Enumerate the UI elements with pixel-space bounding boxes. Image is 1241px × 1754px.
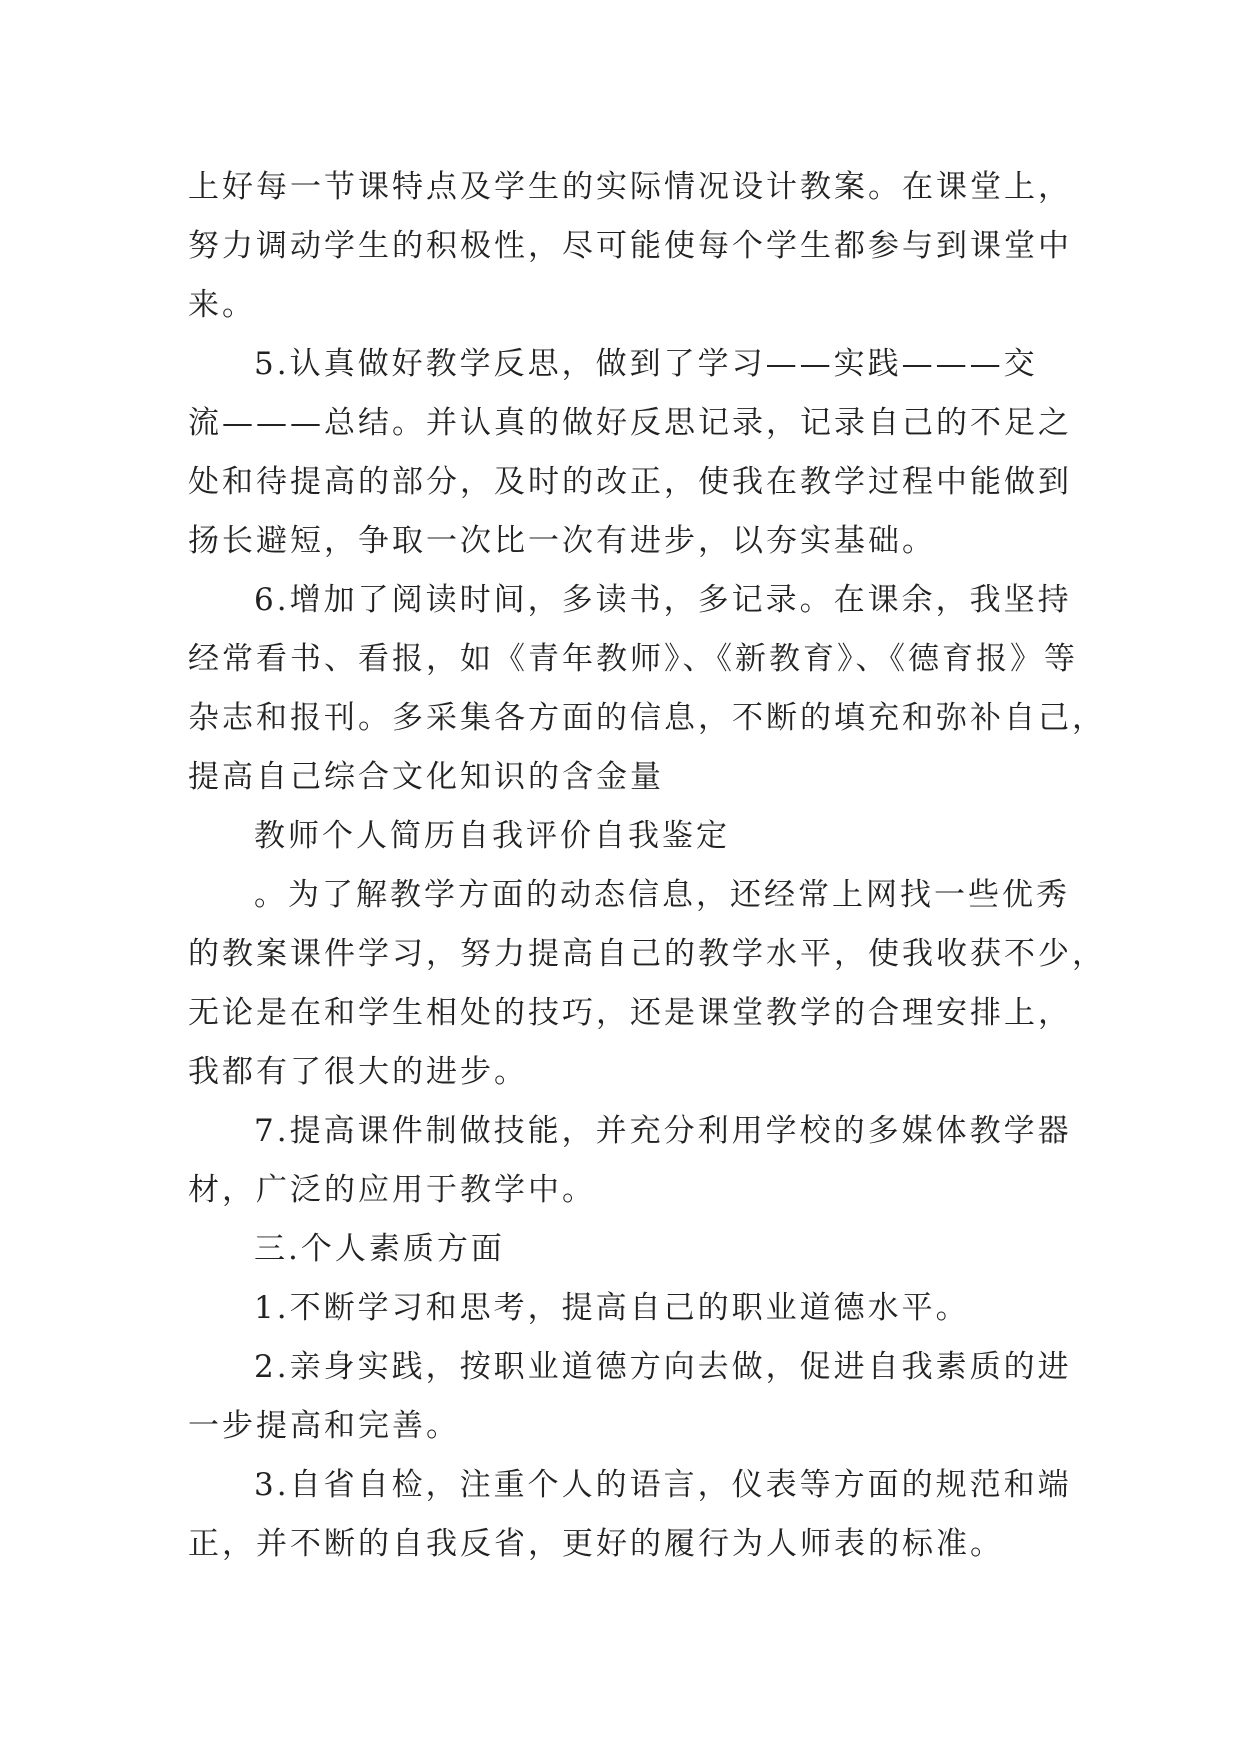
text-line: 一步提高和完善。: [188, 1408, 460, 1444]
section-heading: 教师个人简历自我评价自我鉴定: [254, 818, 730, 854]
text-line: 杂志和报刊。多采集各方面的信息，不断的填充和弥补自己，: [188, 700, 1106, 736]
text-line: 2.亲身实践，按职业道德方向去做，促进自我素质的进: [254, 1349, 1072, 1385]
text-line: 经常看书、看报，如《青年教师》、《新教育》、《德育报》等: [188, 641, 1078, 677]
text-line: 的教案课件学习，努力提高自己的教学水平，使我收获不少，: [188, 936, 1106, 972]
text-line: 6.增加了阅读时间，多读书，多记录。在课余，我坚持: [254, 582, 1072, 618]
text-line: 流———总结。并认真的做好反思记录，记录自己的不足之: [188, 405, 1072, 441]
text-line: 处和待提高的部分，及时的改正，使我在教学过程中能做到: [188, 464, 1072, 500]
text-line: 1.不断学习和思考，提高自己的职业道德水平。: [254, 1290, 970, 1326]
text-line: 上好每一节课特点及学生的实际情况设计教案。在课堂上，: [188, 169, 1072, 205]
text-line: 。为了解教学方面的动态信息，还经常上网找一些优秀: [254, 877, 1070, 913]
section-heading: 三.个人素质方面: [254, 1231, 505, 1267]
document-body: [188, 158, 1106, 1574]
text-line: 3.自省自检，注重个人的语言，仪表等方面的规范和端: [254, 1467, 1072, 1503]
text-line: 材，广泛的应用于教学中。: [188, 1172, 596, 1208]
text-line: 努力调动学生的积极性，尽可能使每个学生都参与到课堂中: [188, 228, 1072, 264]
text-line: 扬长避短，争取一次比一次有进步，以夯实基础。: [188, 523, 936, 559]
text-line: 无论是在和学生相处的技巧，还是课堂教学的合理安排上，: [188, 995, 1072, 1031]
text-line: 5.认真做好教学反思，做到了学习——实践———交: [254, 346, 1038, 382]
text-line: 提高自己综合文化知识的含金量: [188, 759, 664, 795]
text-line: 7.提高课件制做技能，并充分利用学校的多媒体教学器: [254, 1113, 1072, 1149]
text-line: 我都有了很大的进步。: [188, 1054, 528, 1090]
text-line: 正，并不断的自我反省，更好的履行为人师表的标准。: [188, 1526, 1004, 1562]
text-line: 来。: [188, 287, 256, 323]
